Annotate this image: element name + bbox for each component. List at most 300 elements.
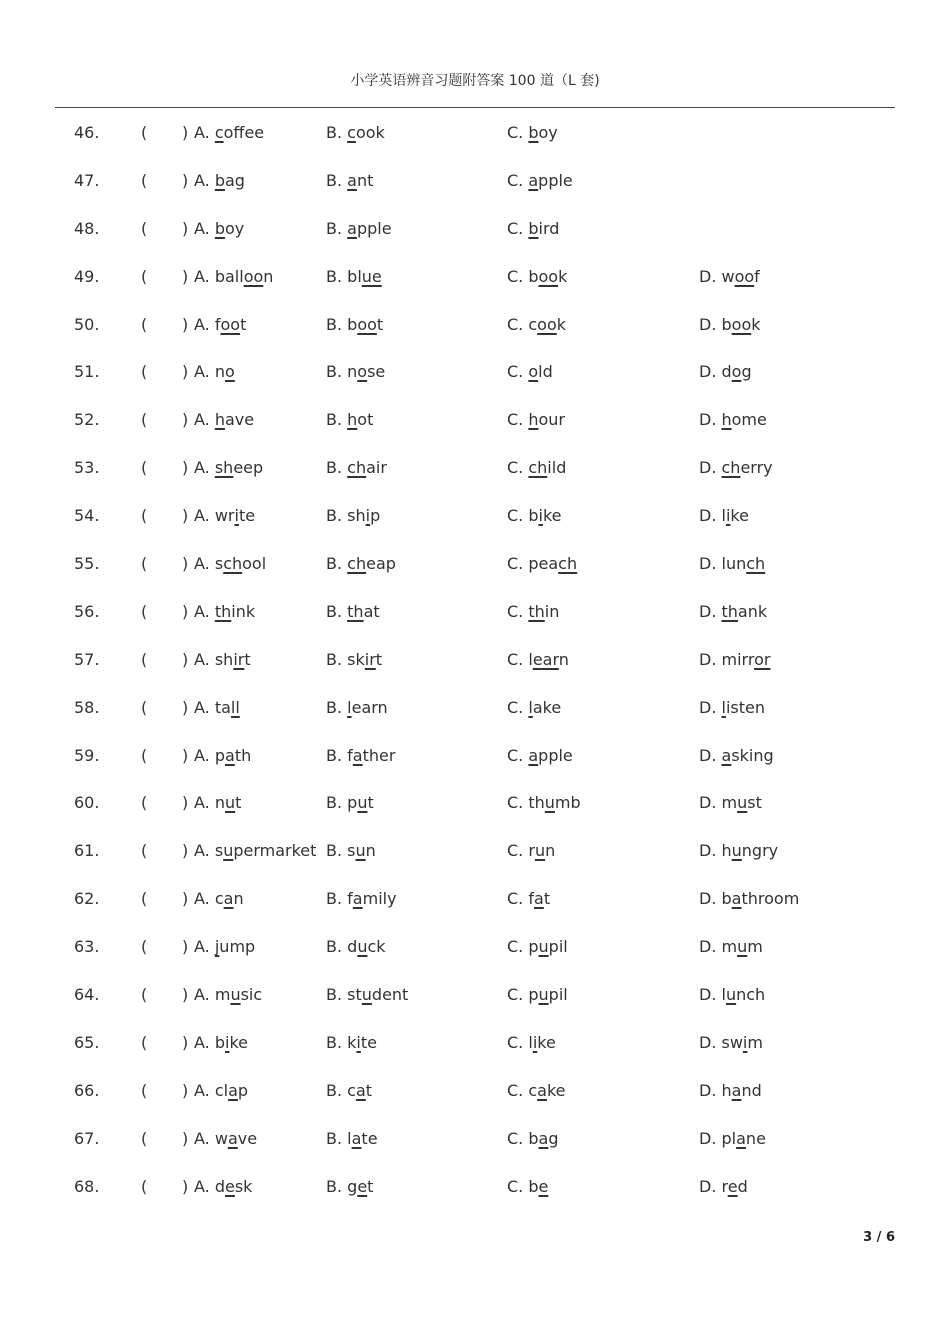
underlined-letters: i: [538, 506, 543, 526]
option-label: A.: [194, 506, 210, 526]
option-label: C.: [507, 458, 524, 478]
answer-blank-close: ): [182, 649, 189, 669]
question-row: [0, 828, 950, 876]
option-c: [507, 123, 558, 142]
option-label: A.: [194, 745, 210, 765]
word-part: te: [238, 506, 256, 526]
answer-blank-open: (: [141, 266, 148, 286]
option-label: B.: [326, 985, 343, 1005]
option-d: [699, 315, 761, 334]
option-label: B.: [326, 410, 343, 430]
option-d: [699, 650, 770, 669]
answer-blank-open: (: [141, 1176, 148, 1196]
option-d: [699, 267, 760, 286]
underlined-letters: a: [721, 745, 732, 765]
option-d: [699, 1177, 748, 1196]
answer-blank-close: ): [182, 601, 189, 621]
answer-blank-close: ): [182, 1128, 189, 1148]
option-label: B.: [326, 1128, 343, 1148]
option-a: [194, 746, 251, 765]
option-d: [699, 458, 773, 477]
option-b: [326, 1129, 378, 1148]
word-part: g: [741, 362, 752, 382]
question-row: [0, 254, 950, 302]
word-part: n: [558, 649, 569, 669]
word-part: ome: [731, 410, 767, 430]
question-number: 46.: [74, 123, 100, 142]
option-d: [699, 410, 767, 429]
underlined-letters: u: [725, 985, 737, 1005]
word-part: pple: [356, 218, 392, 238]
option-c: [507, 1177, 548, 1196]
option-label: D.: [699, 649, 717, 669]
option-c: [507, 171, 573, 190]
answer-blank-close: ): [182, 1176, 189, 1196]
option-d: [699, 889, 799, 908]
word-part: sw: [721, 1032, 743, 1052]
word-part: ke: [730, 506, 749, 526]
word-part: n: [214, 362, 225, 382]
option-d: [699, 1033, 763, 1052]
word-part: p: [528, 937, 539, 957]
option-label: A.: [194, 266, 210, 286]
question-number: 56.: [74, 601, 100, 621]
option-c: [507, 410, 565, 429]
word-part: in: [544, 601, 560, 621]
question-row: [0, 397, 950, 445]
underlined-letters: l: [347, 697, 352, 717]
word-part: permarket: [233, 841, 317, 861]
word-part: n: [347, 362, 358, 382]
underlined-letters: b: [214, 170, 225, 190]
option-label: B.: [326, 218, 343, 238]
underlined-letters: th: [528, 601, 545, 621]
answer-blank-open: (: [141, 410, 148, 430]
question-row: [0, 733, 950, 781]
option-c: [507, 506, 562, 525]
underlined-letters: u: [538, 937, 549, 957]
word-part: ke: [537, 1032, 556, 1052]
underlined-letters: ch: [558, 554, 578, 574]
option-label: D.: [699, 697, 717, 717]
option-b: [326, 123, 385, 142]
word-part: pl: [721, 1128, 737, 1148]
word-part: m: [747, 1032, 763, 1052]
option-a: [194, 985, 262, 1004]
answer-blank-open: (: [141, 554, 148, 574]
word-part: pil: [548, 985, 568, 1005]
option-a: [194, 554, 266, 573]
word-part: d: [737, 1176, 748, 1196]
word-part: f: [347, 745, 353, 765]
underlined-letters: e: [538, 1176, 549, 1196]
answer-blank-open: (: [141, 123, 148, 142]
option-label: A.: [194, 649, 210, 669]
word-part: s: [347, 841, 356, 861]
underlined-letters: e: [225, 1176, 235, 1196]
option-label: B.: [326, 1080, 343, 1100]
option-label: A.: [194, 1032, 210, 1052]
word-part: sic: [240, 985, 263, 1005]
question-row: [0, 685, 950, 733]
option-b: [326, 554, 396, 573]
answer-blank-open: (: [141, 601, 148, 621]
answer-blank-open: (: [141, 218, 148, 238]
option-label: D.: [699, 793, 717, 813]
option-d: [699, 554, 765, 573]
underlined-letters: c: [214, 123, 224, 142]
option-label: D.: [699, 937, 717, 957]
option-label: D.: [699, 506, 717, 526]
word-part: st: [347, 985, 362, 1005]
word-part: nd: [741, 1080, 762, 1100]
option-label: C.: [507, 1080, 524, 1100]
option-b: [326, 219, 392, 238]
question-row: [0, 541, 950, 589]
underlined-letters: th: [721, 601, 738, 621]
option-label: C.: [507, 1032, 524, 1052]
word-part: ther: [362, 745, 396, 765]
question-number: 50.: [74, 314, 100, 334]
option-b: [326, 937, 386, 956]
word-part: ld: [538, 362, 553, 382]
underlined-letters: u: [534, 841, 546, 861]
option-label: B.: [326, 1176, 343, 1196]
word-part: d: [721, 362, 732, 382]
question-row: [0, 589, 950, 637]
option-b: [326, 650, 382, 669]
underlined-letters: oo: [537, 314, 557, 334]
underlined-letters: e: [357, 1176, 368, 1196]
word-part: earn: [351, 697, 388, 717]
underlined-letters: ir: [233, 649, 245, 669]
word-part: se: [367, 362, 386, 382]
option-label: B.: [326, 458, 343, 478]
word-part: l: [347, 1128, 352, 1148]
option-b: [326, 458, 387, 477]
option-label: D.: [699, 1176, 717, 1196]
option-label: C.: [507, 985, 524, 1005]
option-label: D.: [699, 1128, 717, 1148]
option-a: [194, 1081, 248, 1100]
word-part: ake: [532, 697, 562, 717]
word-part: p: [347, 793, 358, 813]
underlined-letters: o: [528, 362, 539, 382]
option-b: [326, 315, 383, 334]
option-label: D.: [699, 266, 717, 286]
word-part: mily: [362, 889, 397, 909]
option-label: A.: [194, 123, 210, 142]
option-label: C.: [507, 793, 524, 813]
word-part: ngry: [741, 841, 779, 861]
underlined-letters: h: [214, 410, 225, 430]
word-part: r: [721, 1176, 728, 1196]
answer-blank-open: (: [141, 697, 148, 717]
question-number: 52.: [74, 410, 100, 430]
underlined-letters: o: [357, 362, 368, 382]
option-b: [326, 171, 373, 190]
underlined-letters: a: [534, 889, 544, 909]
word-part: m: [747, 937, 763, 957]
word-part: mb: [554, 793, 581, 813]
option-c: [507, 219, 559, 238]
word-part: pple: [538, 745, 573, 765]
word-part: t: [375, 649, 383, 669]
answer-blank-close: ): [182, 793, 189, 813]
option-label: A.: [194, 458, 210, 478]
option-label: D.: [699, 985, 717, 1005]
option-c: [507, 1033, 556, 1052]
answer-blank-open: (: [141, 1032, 148, 1052]
option-label: C.: [507, 697, 524, 717]
word-part: ook: [355, 123, 385, 142]
word-part: dent: [371, 985, 409, 1005]
underlined-letters: oo: [734, 266, 755, 286]
option-a: [194, 123, 264, 142]
answer-blank-open: (: [141, 793, 148, 813]
option-label: A.: [194, 1176, 210, 1196]
option-a: [194, 793, 241, 812]
word-part: ve: [237, 1128, 258, 1148]
option-label: D.: [699, 745, 717, 765]
word-part: d: [214, 1176, 225, 1196]
word-part: isten: [725, 697, 765, 717]
underlined-letters: a: [225, 745, 235, 765]
option-d: [699, 1081, 762, 1100]
option-label: B.: [326, 937, 343, 957]
option-c: [507, 267, 567, 286]
option-label: C.: [507, 1176, 524, 1196]
question-row: [0, 1116, 950, 1164]
word-part: nch: [736, 985, 766, 1005]
option-label: B.: [326, 745, 343, 765]
answer-blank-open: (: [141, 1128, 148, 1148]
option-label: A.: [194, 697, 210, 717]
word-part: g: [548, 1128, 559, 1148]
option-b: [326, 793, 374, 812]
word-part: t: [240, 314, 247, 334]
word-part: sk: [347, 649, 365, 669]
underlined-letters: a: [228, 1080, 238, 1100]
word-part: mirr: [721, 649, 755, 669]
answer-blank-open: (: [141, 1080, 148, 1100]
answer-blank-close: ): [182, 410, 189, 430]
underlined-letters: o: [224, 362, 235, 382]
option-b: [326, 698, 388, 717]
option-label: C.: [507, 1128, 524, 1148]
word-part: t: [367, 793, 374, 813]
underlined-letters: h: [721, 410, 732, 430]
word-part: k: [558, 266, 568, 286]
word-part: erry: [740, 458, 773, 478]
option-d: [699, 1129, 766, 1148]
answer-blank-close: ): [182, 314, 189, 334]
underlined-letters: i: [356, 1032, 361, 1052]
underlined-letters: ch: [746, 554, 766, 574]
option-label: B.: [326, 649, 343, 669]
underlined-letters: oo: [220, 314, 241, 334]
word-part: t: [376, 314, 384, 334]
underlined-letters: a: [352, 745, 363, 765]
underlined-letters: b: [214, 218, 225, 238]
option-label: C.: [507, 410, 524, 430]
option-label: C.: [507, 506, 524, 526]
underlined-letters: l: [528, 697, 533, 717]
underlined-letters: i: [234, 506, 239, 526]
question-row: [0, 349, 950, 397]
word-part: w: [721, 266, 735, 286]
word-part: th: [528, 793, 545, 813]
underlined-letters: h: [347, 410, 358, 430]
word-part: n: [365, 841, 376, 861]
question-number: 51.: [74, 362, 100, 382]
option-c: [507, 841, 555, 860]
word-part: p: [370, 506, 381, 526]
option-c: [507, 554, 577, 573]
option-d: [699, 602, 767, 621]
word-part: s: [214, 841, 224, 861]
underlined-letters: h: [528, 410, 539, 430]
word-part: cl: [214, 1080, 229, 1100]
word-part: throom: [741, 889, 800, 909]
option-a: [194, 506, 255, 525]
answer-blank-open: (: [141, 314, 148, 334]
question-row: [0, 1068, 950, 1116]
option-a: [194, 1033, 248, 1052]
word-part: b: [528, 1128, 539, 1148]
word-part: b: [528, 506, 539, 526]
underlined-letters: a: [352, 889, 363, 909]
underlined-letters: j: [214, 937, 220, 957]
option-a: [194, 362, 235, 381]
option-label: A.: [194, 841, 210, 861]
question-number: 49.: [74, 266, 100, 286]
option-label: D.: [699, 458, 717, 478]
word-part: f: [214, 314, 221, 334]
word-part: ool: [242, 554, 267, 574]
answer-blank-open: (: [141, 841, 148, 861]
option-label: B.: [326, 362, 343, 382]
answer-blank-close: ): [182, 937, 189, 957]
word-part: ild: [547, 458, 567, 478]
page-header-title: 小学英语辨音习题附答案 100 道（L 套): [350, 73, 600, 89]
underlined-letters: a: [528, 745, 539, 765]
word-part: m: [721, 793, 738, 813]
word-part: l: [721, 985, 726, 1005]
answer-blank-open: (: [141, 170, 148, 190]
option-label: A.: [194, 410, 210, 430]
word-part: f: [347, 889, 353, 909]
underlined-letters: ir: [364, 649, 376, 669]
underlined-letters: a: [537, 1080, 547, 1100]
answer-blank-close: ): [182, 985, 189, 1005]
word-part: ke: [229, 1032, 248, 1052]
underlined-letters: ch: [528, 458, 548, 478]
word-part: m: [721, 937, 738, 957]
underlined-letters: ch: [223, 554, 243, 574]
underlined-letters: a: [731, 1080, 742, 1100]
underlined-letters: u: [355, 841, 366, 861]
question-number: 47.: [74, 170, 100, 190]
word-part: ne: [745, 1128, 766, 1148]
option-a: [194, 410, 254, 429]
question-number: 54.: [74, 506, 100, 526]
question-number: 53.: [74, 458, 100, 478]
question-row: [0, 206, 950, 254]
word-part: k: [556, 314, 566, 334]
page-number: 3 / 6: [863, 1230, 895, 1245]
option-label: B.: [326, 554, 343, 574]
option-c: [507, 315, 566, 334]
option-b: [326, 1081, 372, 1100]
option-label: A.: [194, 985, 210, 1005]
question-number: 61.: [74, 841, 100, 861]
option-a: [194, 219, 244, 238]
option-label: B.: [326, 170, 343, 190]
option-c: [507, 985, 568, 1004]
option-b: [326, 841, 376, 860]
option-label: C.: [507, 889, 524, 909]
underlined-letters: a: [528, 170, 539, 190]
word-part: n: [233, 889, 244, 909]
header-divider: [55, 107, 895, 108]
option-c: [507, 937, 568, 956]
underlined-letters: a: [347, 218, 357, 238]
underlined-letters: oo: [357, 314, 377, 334]
option-label: B.: [326, 697, 343, 717]
option-c: [507, 1081, 566, 1100]
underlined-letters: a: [355, 1080, 366, 1100]
underlined-letters: b: [528, 218, 539, 238]
underlined-letters: oo: [731, 314, 752, 334]
underlined-letters: a: [227, 1128, 238, 1148]
option-label: D.: [699, 410, 717, 430]
word-part: n: [545, 841, 556, 861]
question-row: [0, 1164, 950, 1212]
answer-blank-close: ): [182, 218, 189, 238]
word-part: c: [347, 1080, 356, 1100]
option-label: A.: [194, 793, 210, 813]
underlined-letters: i: [225, 1032, 230, 1052]
word-part: t: [244, 649, 251, 669]
underlined-letters: b: [528, 123, 539, 142]
option-label: B.: [326, 841, 343, 861]
word-part: b: [721, 314, 732, 334]
option-a: [194, 171, 245, 190]
word-part: c: [528, 1080, 538, 1100]
question-row: [0, 445, 950, 493]
word-part: r: [528, 841, 535, 861]
underlined-letters: o: [731, 362, 742, 382]
word-part: ave: [224, 410, 255, 430]
option-label: B.: [326, 123, 343, 142]
option-label: B.: [326, 506, 343, 526]
word-part: ke: [542, 506, 562, 526]
option-label: C.: [507, 123, 524, 142]
underlined-letters: th: [347, 601, 364, 621]
option-c: [507, 458, 566, 477]
option-c: [507, 602, 559, 621]
word-part: pple: [538, 170, 573, 190]
answer-blank-close: ): [182, 1032, 189, 1052]
answer-blank-close: ): [182, 745, 189, 765]
question-number: 58.: [74, 697, 100, 717]
option-label: A.: [194, 1128, 210, 1148]
word-part: h: [721, 841, 732, 861]
word-part: ball: [214, 266, 244, 286]
option-c: [507, 362, 553, 381]
word-part: f: [754, 266, 760, 286]
